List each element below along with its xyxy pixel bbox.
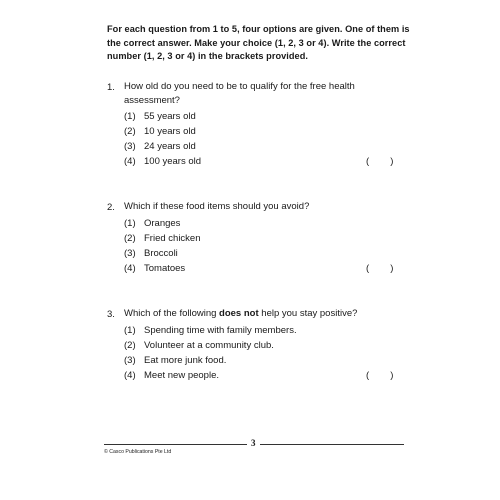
question-text-line-2: assessment? xyxy=(124,95,180,106)
option-4 xyxy=(124,156,201,167)
option-text: Fried chicken xyxy=(144,233,201,244)
option-text: 55 years old xyxy=(144,111,196,122)
question-text-line-1: How old do you need to be to qualify for the free health xyxy=(124,81,355,92)
question-text-line-1: Which if these food items should you avoid? xyxy=(124,201,310,212)
question-text xyxy=(124,80,355,108)
option-1 xyxy=(124,218,180,229)
option-3 xyxy=(124,141,196,152)
option-number: (4) xyxy=(124,263,136,274)
question-number: 3. xyxy=(107,309,115,320)
option-3 xyxy=(124,248,178,259)
option-number: (1) xyxy=(124,111,136,122)
question-text-before: Which of the following xyxy=(124,308,220,319)
option-1 xyxy=(124,325,297,336)
option-text: Volunteer at a community club. xyxy=(144,340,274,351)
instructions xyxy=(107,23,427,64)
option-text: Spending time with family members. xyxy=(144,325,297,336)
option-number: (3) xyxy=(124,141,136,152)
option-text: Tomatoes xyxy=(144,263,186,274)
instructions-line-3: number (1, 2, 3 or 4) in the brackets provided. xyxy=(107,51,308,61)
option-text: Eat more junk food. xyxy=(144,355,227,366)
answer-bracket[interactable]: ( ) xyxy=(366,263,394,274)
option-text: 24 years old xyxy=(144,141,196,152)
copyright-notice: © Casco Publications Pte Ltd xyxy=(104,449,172,455)
option-text: 10 years old xyxy=(144,126,196,137)
question-number: 2. xyxy=(107,202,115,213)
option-2 xyxy=(124,340,274,351)
option-number: (2) xyxy=(124,126,136,137)
option-2 xyxy=(124,233,201,244)
question-text-after: help you stay positive? xyxy=(258,308,358,319)
question-text xyxy=(124,200,309,214)
answer-bracket[interactable]: ( ) xyxy=(366,370,394,381)
option-text: Broccoli xyxy=(144,248,178,259)
option-3 xyxy=(124,355,226,366)
instructions-line-1: For each question from 1 to 5, four options are given. One of them is xyxy=(107,24,410,34)
option-4 xyxy=(124,370,219,381)
option-number: (4) xyxy=(124,370,136,381)
answer-bracket[interactable]: ( ) xyxy=(366,156,394,167)
option-number: (3) xyxy=(124,248,136,259)
option-number: (2) xyxy=(124,233,136,244)
question-text-emphasis: does not xyxy=(219,308,259,319)
page-number: 3 xyxy=(247,438,260,448)
question-number: 1. xyxy=(107,82,115,93)
question-text xyxy=(124,307,357,321)
instructions-line-2: the correct answer. Make your choice (1, 2, 3 or 4). Write the correct xyxy=(107,37,406,48)
option-number: (1) xyxy=(124,325,136,336)
option-text: Oranges xyxy=(144,218,181,229)
option-2 xyxy=(124,126,196,137)
option-1 xyxy=(124,111,196,122)
option-number: (2) xyxy=(124,340,136,351)
option-text: Meet new people. xyxy=(144,370,219,381)
option-number: (3) xyxy=(124,355,136,366)
option-text: 100 years old xyxy=(144,156,202,167)
option-4 xyxy=(124,263,185,274)
option-number: (4) xyxy=(124,156,136,167)
option-number: (1) xyxy=(124,218,136,229)
